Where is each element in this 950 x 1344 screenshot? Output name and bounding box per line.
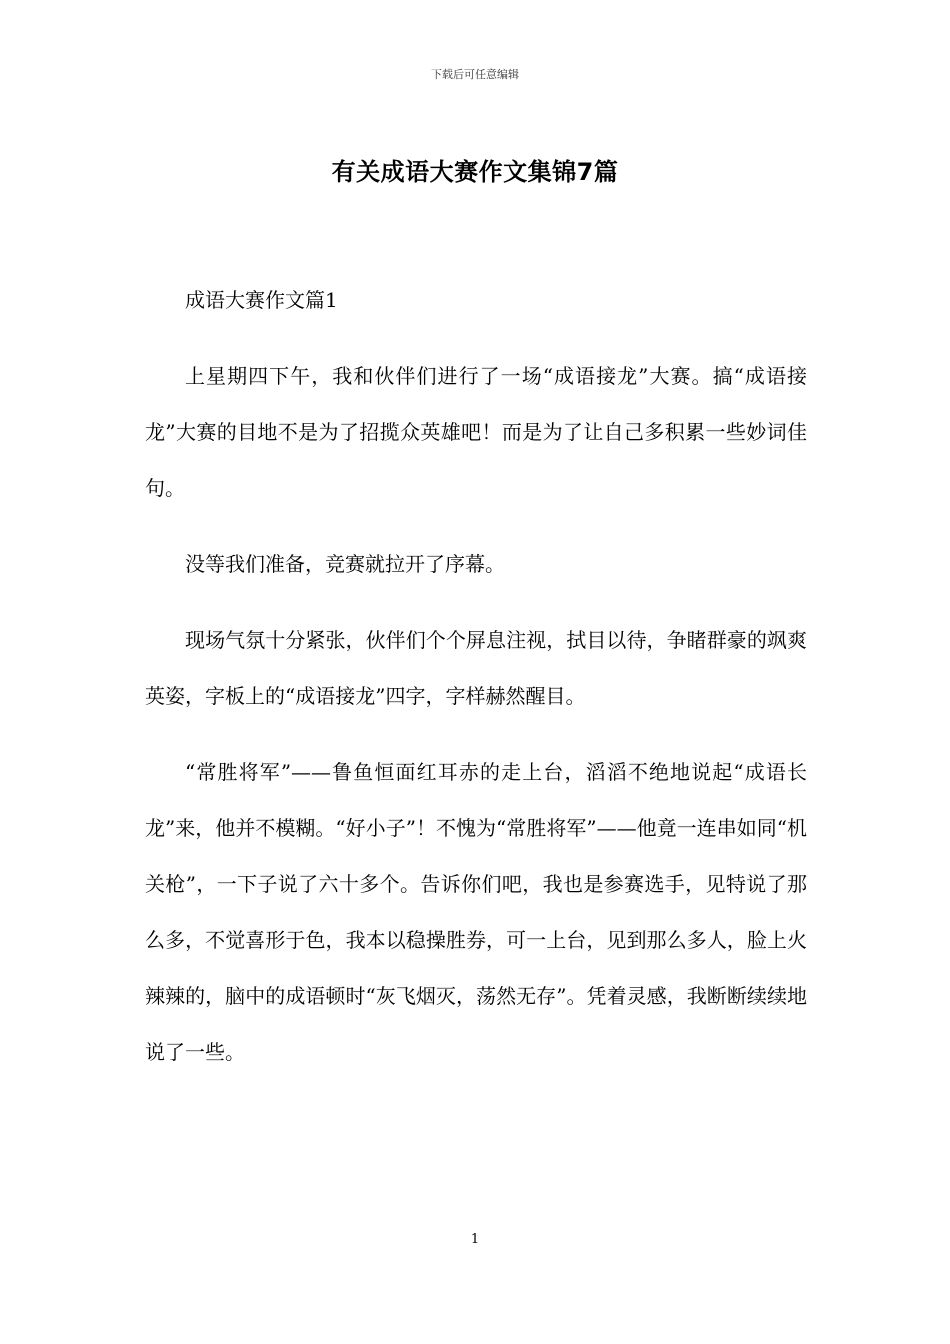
- paragraph: 现场气氛十分紧张，伙伴们个个屏息注视，拭目以待，争睹群豪的飒爽英姿，字板上的“成语接龙”四字，字样赫然醒目。: [145, 628, 807, 708]
- paragraph-section-heading: 成语大赛作文篇1: [185, 288, 338, 312]
- document-body: [145, 272, 807, 1100]
- page-number: 1: [470, 1232, 480, 1247]
- header-note: 下载后可任意编辑: [431, 68, 519, 81]
- paragraph: 上星期四下午，我和伙伴们进行了一场“成语接龙”大赛。搞“成语接龙”大赛的目地不是为了招揽众英雄吧！而是为了让自己多积累一些妙词佳句。: [145, 364, 807, 500]
- paragraph: “常胜将军”——鲁鱼恒面红耳赤的走上台，滔滔不绝地说起“成语长龙”来，他并不模糊。“好小子”！不愧为“常胜将军”——他竟一连串如同“机关枪”，一下子说了六十多个。告诉你们吧，我也是参赛选手，见特说了那么多，不觉喜形于色，我本以稳操胜券，可一上台，见到那么多人，脸上火辣辣的，脑中的成语顿时“灰飞烟灭，荡然无存”。凭着灵感，我断断续续地说了一些。: [145, 760, 807, 1064]
- document-title: 有关成语大赛作文集锦7篇: [331, 158, 619, 186]
- paragraph: 没等我们准备，竞赛就拉开了序幕。: [185, 552, 505, 576]
